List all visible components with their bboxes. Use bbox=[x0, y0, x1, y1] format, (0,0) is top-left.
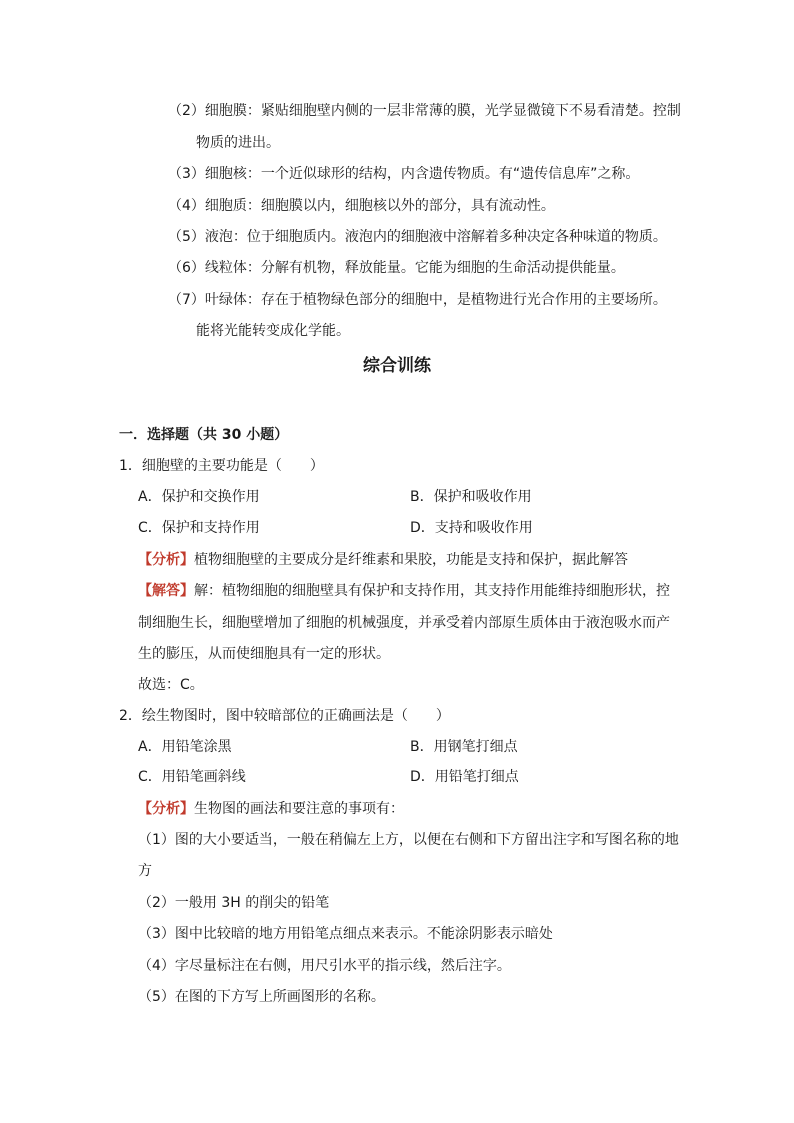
answer-tag: 【解答】 bbox=[138, 583, 194, 599]
question-1-choice: 故选：C。 bbox=[138, 677, 204, 693]
question-1-option-c: C．保护和支持作用 bbox=[138, 520, 260, 536]
question-1-answer bbox=[138, 581, 670, 601]
question-2-analysis bbox=[138, 799, 404, 819]
section-heading: 一．选择题（共 30 小题） bbox=[119, 427, 289, 443]
question-2-stem: 2．绘生物图时，图中较暗部位的正确画法是（ ） bbox=[119, 708, 450, 724]
answer-text: 解：植物细胞的细胞壁具有保护和支持作用，其支持作用能维持细胞形状，控 bbox=[194, 583, 670, 599]
question-2-option-b: B．用钢笔打细点 bbox=[410, 739, 518, 755]
intro-item-vacuole: （5）液泡：位于细胞质内。液泡内的细胞液中溶解着多种决定各种味道的物质。 bbox=[168, 229, 667, 245]
question-1-analysis bbox=[138, 550, 628, 570]
question-2-point-2: （2）一般用 3H 的削尖的铅笔 bbox=[138, 895, 330, 911]
question-1-answer-line-2: 制细胞生长，细胞壁增加了细胞的机械强度，并承受着内部原生质体由于液泡吸水而产 bbox=[138, 615, 670, 631]
intro-item-nucleus: （3）细胞核：一个近似球形的结构，内含遗传物质。有“遗传信息库”之称。 bbox=[168, 166, 640, 182]
page-title: 综合训练 bbox=[363, 356, 431, 376]
question-2-option-c: C．用铅笔画斜线 bbox=[138, 769, 246, 785]
intro-item-cytoplasm: （4）细胞质：细胞膜以内，细胞核以外的部分，具有流动性。 bbox=[168, 198, 555, 214]
intro-item-chloroplast: （7）叶绿体：存在于植物绿色部分的细胞中，是植物进行光合作用的主要场所。 bbox=[168, 292, 667, 308]
question-2-option-a: A．用铅笔涂黑 bbox=[138, 739, 232, 755]
question-2-point-3: （3）图中比较暗的地方用铅笔点细点来表示。不能涂阴影表示暗处 bbox=[138, 926, 553, 942]
question-1-answer-line-3: 生的膨压，从而使细胞具有一定的形状。 bbox=[138, 646, 390, 662]
analysis-tag: 【分析】 bbox=[138, 801, 194, 817]
question-2-option-d: D．用铅笔打细点 bbox=[410, 769, 519, 785]
question-1-option-a: A．保护和交换作用 bbox=[138, 489, 260, 505]
question-1-option-d: D．支持和吸收作用 bbox=[410, 520, 533, 536]
intro-item-cell-membrane: （2）细胞膜：紧贴细胞壁内侧的一层非常薄的膜，光学显微镜下不易看清楚。控制 bbox=[168, 103, 681, 119]
intro-item-mitochondria: （6）线粒体：分解有机物，释放能量。它能为细胞的生命活动提供能量。 bbox=[168, 260, 625, 276]
question-2-point-1: （1）图的大小要适当，一般在稍偏左上方，以便在右侧和下方留出注字和写图名称的地 bbox=[138, 832, 679, 848]
question-2-point-5: （5）在图的下方写上所画图形的名称。 bbox=[138, 989, 385, 1005]
analysis-text: 生物图的画法和要注意的事项有： bbox=[194, 801, 404, 817]
question-1-option-b: B．保护和吸收作用 bbox=[410, 489, 532, 505]
analysis-text: 植物细胞壁的主要成分是纤维素和果胶，功能是支持和保护，据此解答 bbox=[194, 552, 628, 568]
intro-item-cell-membrane-cont: 物质的进出。 bbox=[196, 135, 280, 151]
intro-item-chloroplast-cont: 能将光能转变成化学能。 bbox=[196, 323, 350, 339]
question-2-point-1-cont: 方 bbox=[138, 863, 152, 879]
question-2-point-4: （4）字尽量标注在右侧，用尺引水平的指示线，然后注字。 bbox=[138, 958, 511, 974]
analysis-tag: 【分析】 bbox=[138, 552, 194, 568]
question-1-stem: 1．细胞壁的主要功能是（ ） bbox=[119, 458, 324, 474]
